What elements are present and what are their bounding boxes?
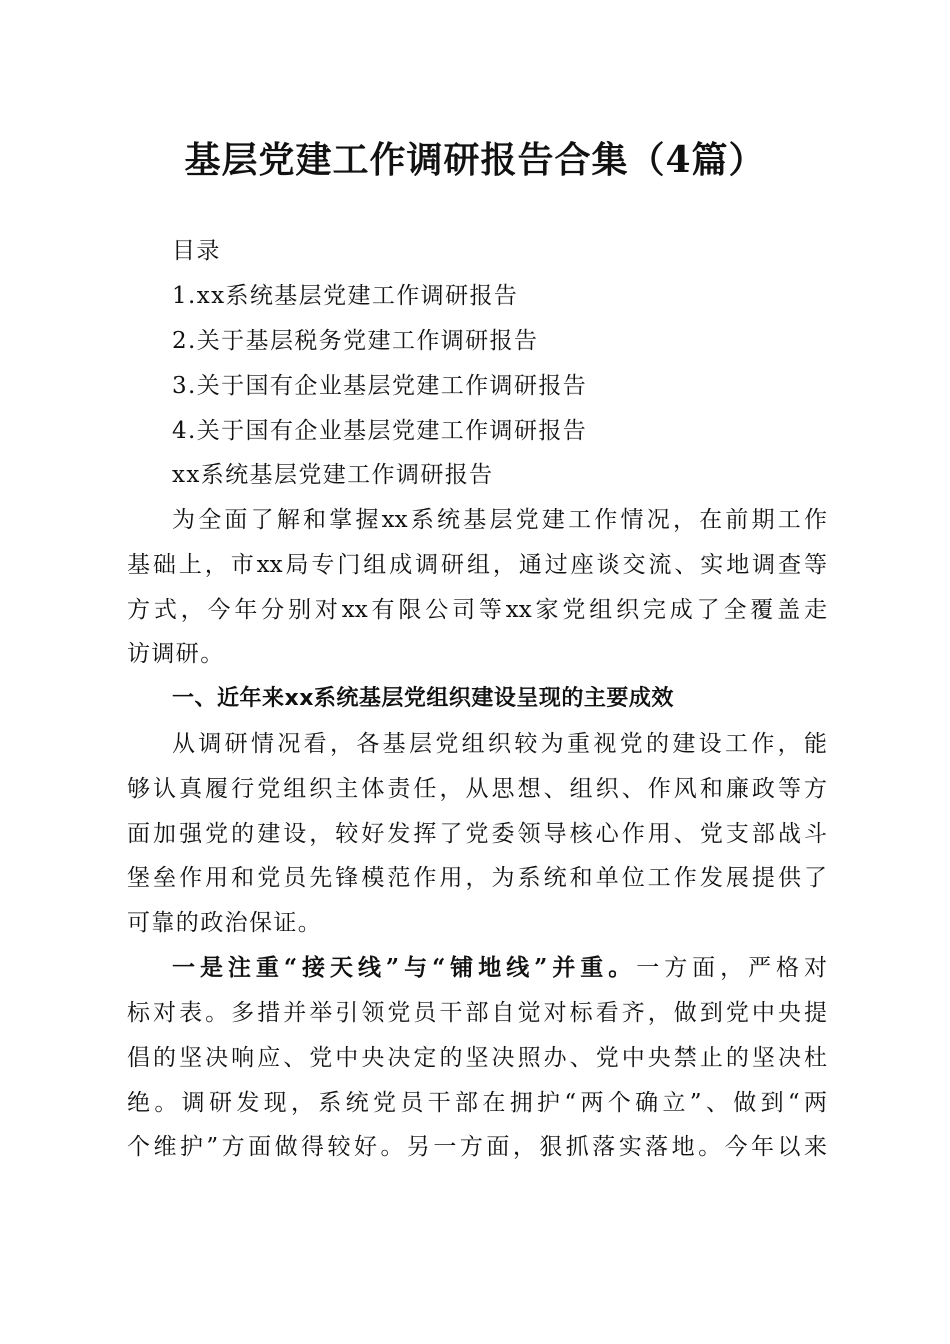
para2-line-2: 够认真履行党组织主体责任，从思想、组织、作风和廉政等方	[127, 776, 827, 802]
para1-line-3: 方式，今年分别对xx有限公司等xx家党组织完成了全覆盖走	[127, 597, 827, 623]
toc-item-1: 1.xx系统基层党建工作调研报告	[172, 283, 519, 309]
toc-item-3: 3.关于国有企业基层党建工作调研报告	[172, 373, 588, 399]
para2-line-5: 可靠的政治保证。	[127, 910, 323, 936]
para1-line-4: 访调研。	[127, 641, 225, 667]
toc-item-2: 2.关于基层税务党建工作调研报告	[172, 328, 539, 354]
para2-line-4: 堡垒作用和党员先锋模范作用，为系统和单位工作发展提供了	[127, 865, 827, 891]
para3-line-2: 标对表。多措并举引领党员干部自觉对标看齐，做到党中央提	[127, 1000, 827, 1026]
toc-label: 目录	[172, 238, 221, 264]
para3-line-3: 倡的坚决响应、党中央决定的坚决照办、党中央禁止的坚决杜	[127, 1045, 827, 1071]
para3-line-1	[172, 946, 827, 990]
para3-lead: 一是注重“接天线”与“铺地线”并重。	[172, 954, 637, 981]
para2-line-1: 从调研情况看，各基层党组织较为重视党的建设工作，能	[172, 731, 827, 757]
section-heading-1: 一、近年来xx系统基层党组织建设呈现的主要成效	[172, 686, 674, 711]
para1-line-2: 基础上，市xx局专门组成调研组，通过座谈交流、实地调查等	[127, 552, 827, 578]
toc-item-4: 4.关于国有企业基层党建工作调研报告	[172, 418, 588, 444]
para2-line-3: 面加强党的建设，较好发挥了党委领导核心作用、党支部战斗	[127, 821, 827, 847]
para3-first-rest: 一方面，严格对	[636, 955, 828, 981]
article-title: xx系统基层党建工作调研报告	[172, 462, 494, 488]
para3-line-4: 绝。调研发现，系统党员干部在拥护“两个确立”、做到“两	[127, 1090, 827, 1116]
para3-line-5: 个维护”方面做得较好。另一方面，狠抓落实落地。今年以来	[127, 1134, 827, 1160]
para1-line-1: 为全面了解和掌握xx系统基层党建工作情况，在前期工作	[172, 507, 827, 533]
document-title: 基层党建工作调研报告合集（4篇）	[184, 139, 766, 181]
